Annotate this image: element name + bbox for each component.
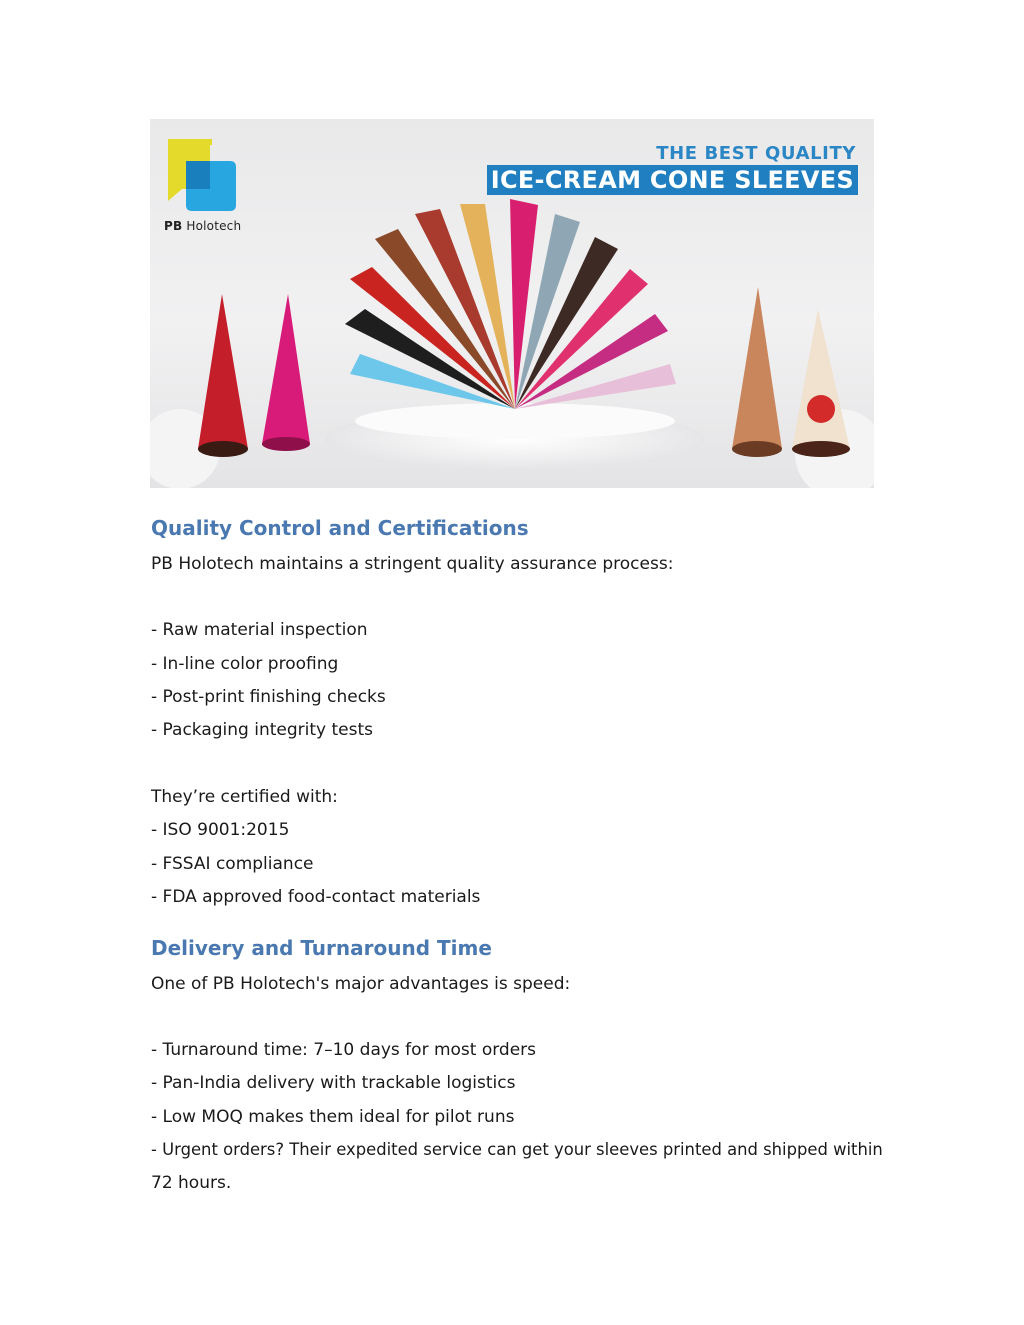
section-intro-delivery: One of PB Holotech's major advantages is speed: [151,974,571,994]
list-item: - FSSAI compliance [151,854,314,874]
list-item: - Pan-India delivery with trackable logistics [151,1073,516,1093]
list-item: - Low MOQ makes them ideal for pilot runs [151,1107,515,1127]
product-banner [150,119,874,488]
right-cones [732,287,850,457]
list-item: - FDA approved food-contact materials [151,887,481,907]
section-heading-quality: Quality Control and Certifications [151,516,529,540]
list-item: - ISO 9001:2015 [151,820,290,840]
list-item: - Urgent orders? Their expedited service can get your sleeves printed and shipped within [151,1140,883,1159]
list-item: - Post-print finishing checks [151,687,386,707]
certifications-intro: They’re certified with: [151,787,338,807]
banner-headline: ICE-CREAM CONE SLEEVES [487,165,858,195]
left-cones [198,294,310,457]
cone-fan [345,199,676,409]
banner-subheadline: THE BEST QUALITY [656,143,856,164]
list-item: - In-line color proofing [151,654,339,674]
list-item: - Raw material inspection [151,620,368,640]
list-item: - Turnaround time: 7–10 days for most orders [151,1040,537,1060]
list-item-continuation: 72 hours. [151,1173,232,1193]
list-item: - Packaging integrity tests [151,720,373,740]
section-intro-quality: PB Holotech maintains a stringent quality assurance process: [151,554,674,574]
section-heading-delivery: Delivery and Turnaround Time [151,936,492,960]
brand-logo-text: PB Holotech [164,219,242,233]
brand-logo-icon [164,135,238,215]
